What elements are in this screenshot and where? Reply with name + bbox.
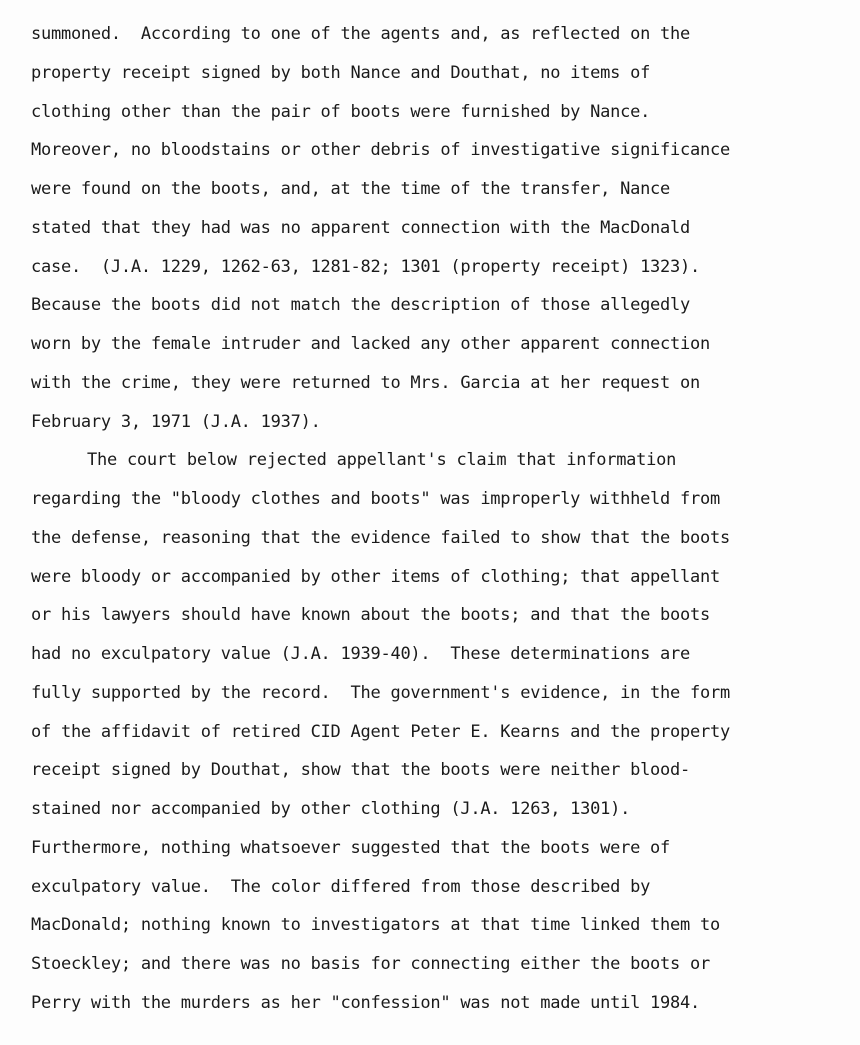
text-line: with the crime, they were returned to Mrs. Garcia at her request on: [31, 372, 700, 393]
paragraph-1: [31, 15, 846, 441]
text-line: or his lawyers should have known about the boots; and that the boots: [31, 605, 710, 626]
text-line: February 3, 1971 (J.A. 1937).: [31, 411, 321, 432]
text-line: Stoeckley; and there was no basis for connecting either the boots or: [31, 954, 710, 974]
text-line: case. (J.A. 1229, 1262-63, 1281-82; 1301 (property receipt) 1323).: [31, 256, 700, 277]
document-body: [31, 15, 846, 1023]
text-line: Furthermore, nothing whatsoever suggested that the boots were of: [31, 837, 671, 858]
text-line: worn by the female intruder and lacked any other apparent connection: [31, 334, 710, 354]
text-line: fully supported by the record. The government's evidence, in the form: [31, 682, 730, 703]
text-line: had no exculpatory value (J.A. 1939-40). These determinations are: [31, 644, 691, 664]
text-line: of the affidavit of retired CID Agent Peter E. Kearns and the property: [31, 721, 730, 742]
text-line: MacDonald; nothing known to investigators at that time linked them to: [31, 915, 720, 936]
text-line: Because the boots did not match the description of those allegedly: [31, 295, 691, 316]
text-line: exculpatory value. The color differed from those described by: [31, 876, 651, 897]
paragraph-2: [31, 441, 846, 1022]
text-line: the defense, reasoning that the evidence failed to show that the boots: [31, 527, 730, 548]
text-line: Moreover, no bloodstains or other debris of investigative significance: [31, 140, 730, 161]
text-line: stated that they had was no apparent connection with the MacDonald: [31, 217, 691, 238]
text-line: regarding the "bloody clothes and boots" was improperly withheld from: [31, 489, 720, 509]
text-line: stained nor accompanied by other clothing (J.A. 1263, 1301).: [31, 799, 631, 819]
text-line: property receipt signed by both Nance and Douthat, no items of: [31, 62, 651, 83]
text-line: Perry with the murders as her "confession" was not made until 1984.: [31, 992, 700, 1013]
text-line: receipt signed by Douthat, show that the boots were neither blood-: [31, 760, 691, 781]
text-line: were found on the boots, and, at the time of the transfer, Nance: [31, 179, 671, 199]
text-line: were bloody or accompanied by other items of clothing; that appellant: [31, 566, 720, 587]
text-line: clothing other than the pair of boots were furnished by Nance.: [31, 101, 651, 122]
text-line-indented: The court below rejected appellant's claim that information: [87, 450, 677, 471]
text-line: summoned. According to one of the agents and, as reflected on the: [31, 24, 691, 44]
